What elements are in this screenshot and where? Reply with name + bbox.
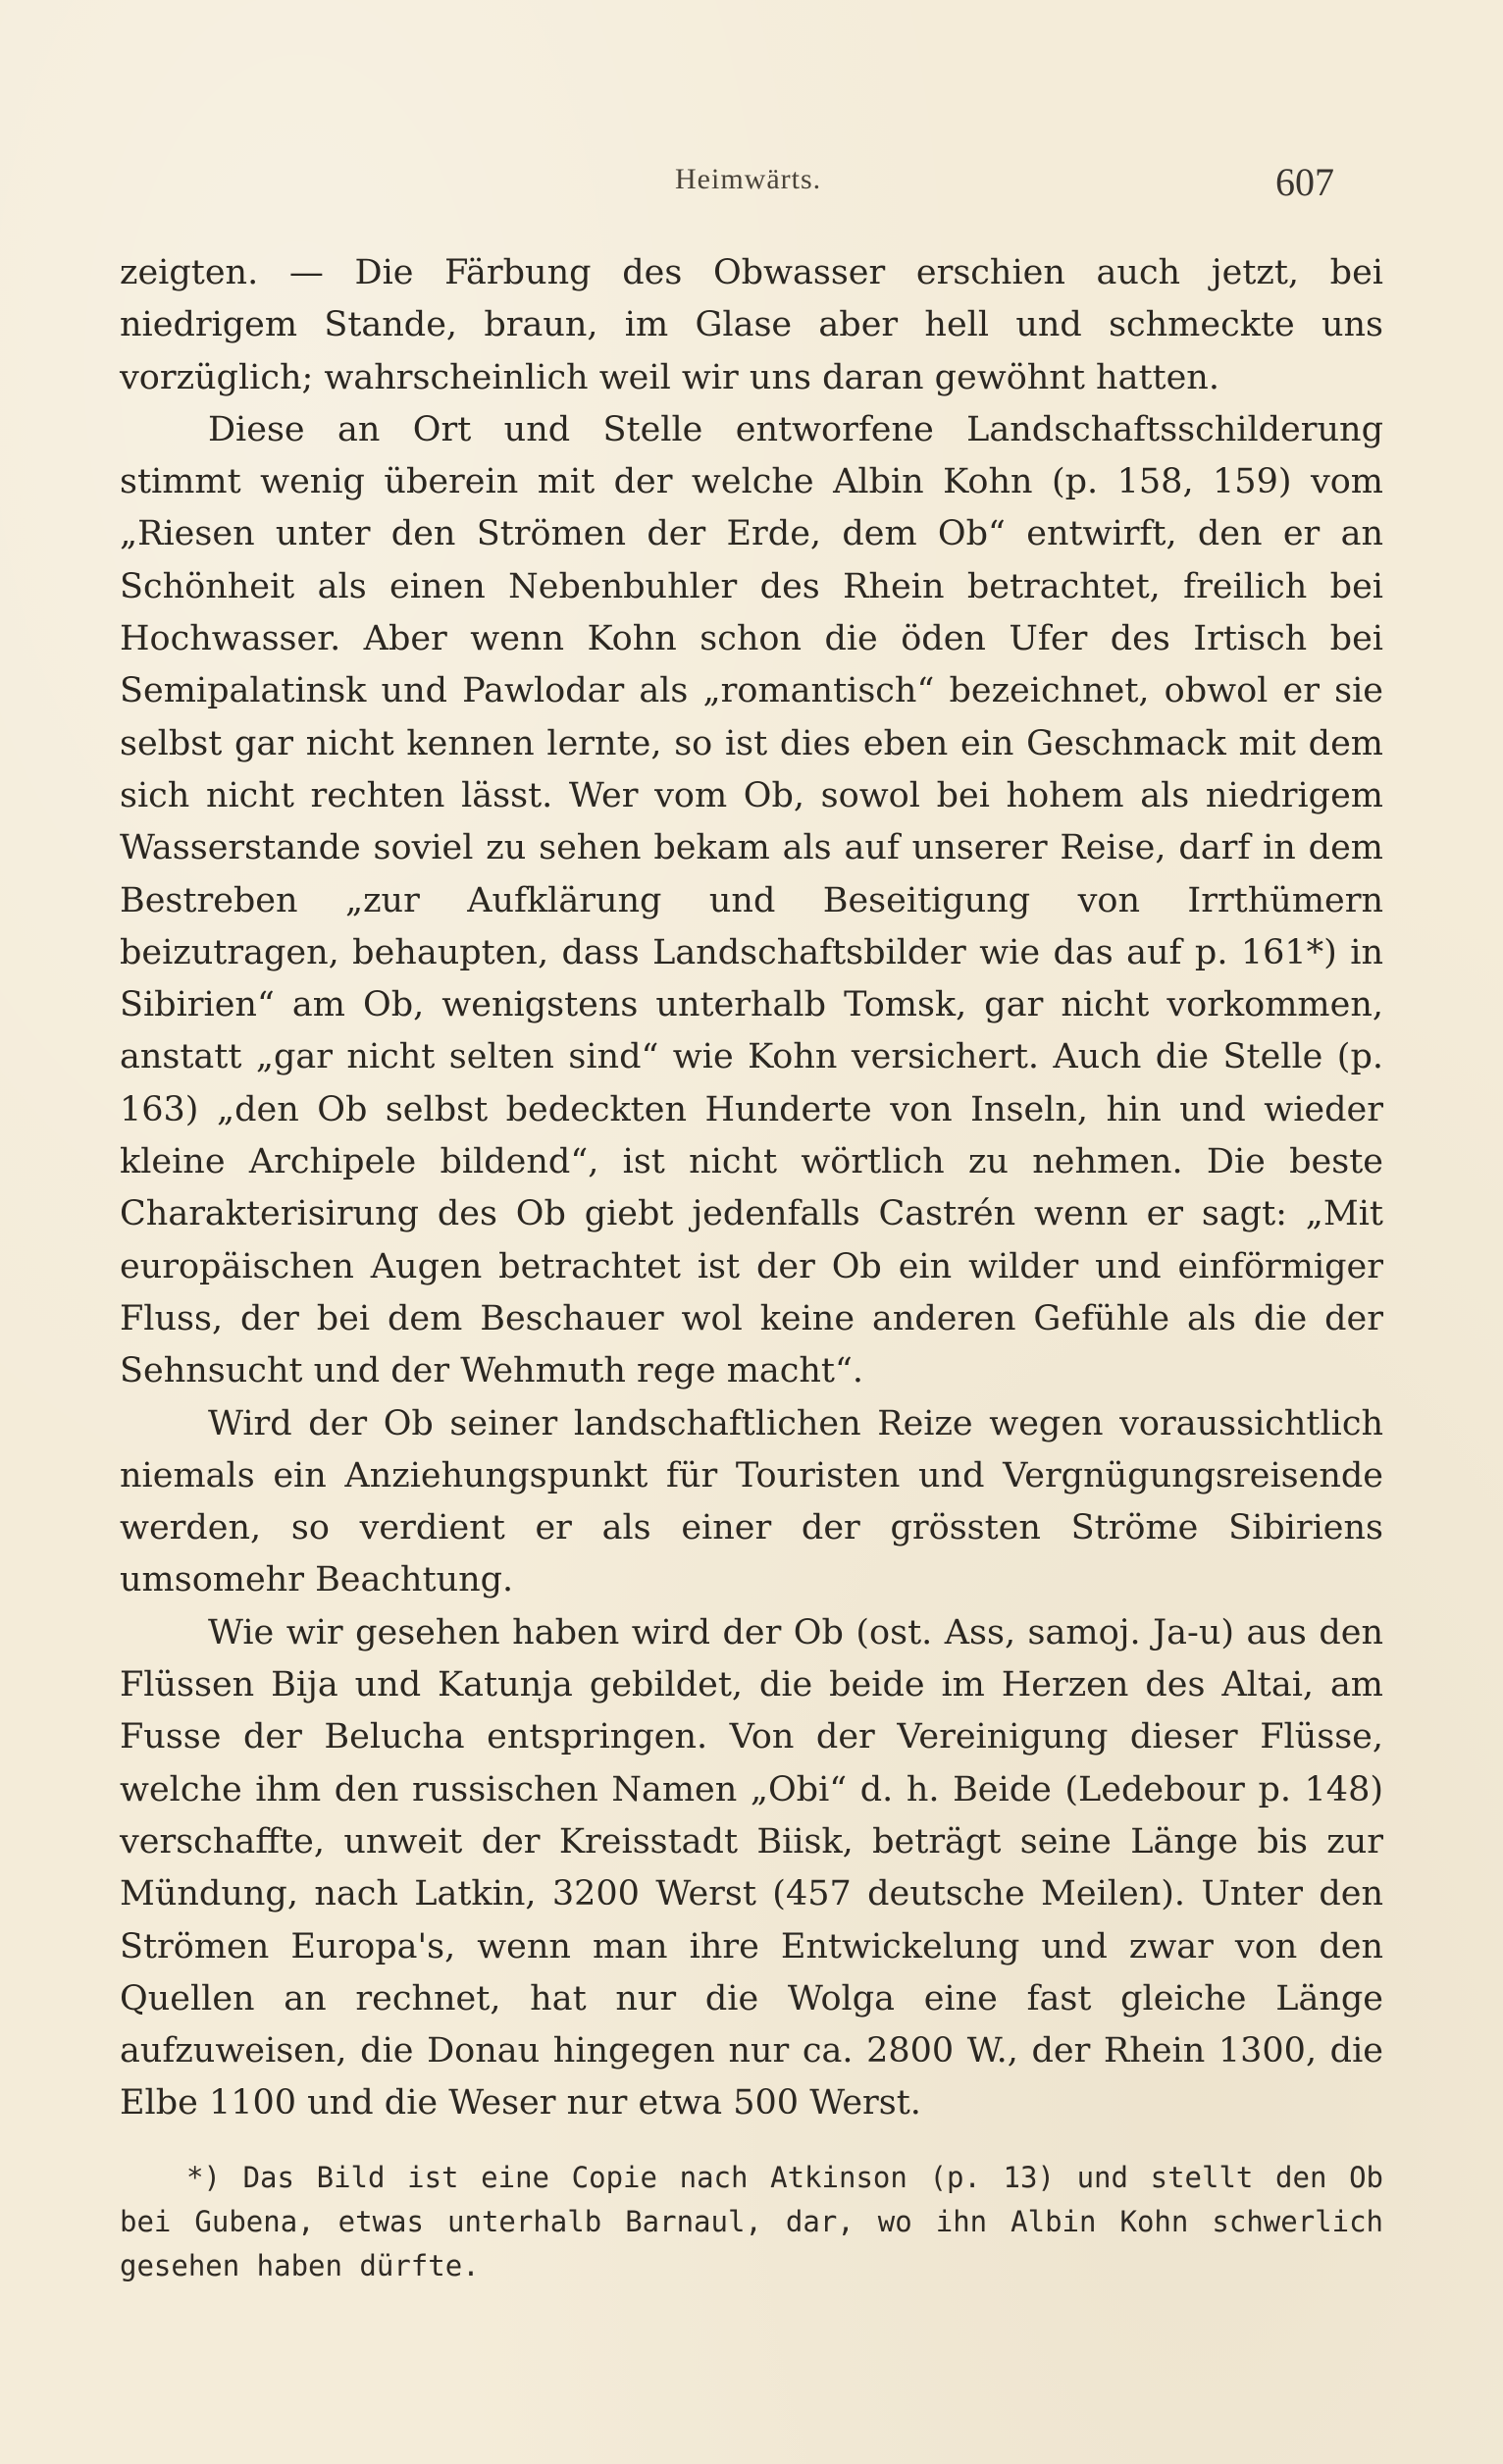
paragraph-4: Wie wir gesehen haben wird der Ob (ost. Ass, samoj. Ja-u) aus den Flüssen Bija und Katunja gebildet, die beide im Herzen des Altai, am Fusse der Belucha entspringen. Von der Vereinigung dieser Flüsse, welche ihm den russischen Namen „Obi“ d. h. Beide (Ledebour p. 148) verschaffte, unweit der Kreisstadt Biisk, beträgt seine Länge bis zur Mündung, nach Latkin, 3200 Werst (457 deutsche Meilen). Unter den Strömen Europa's, wenn man ihre Entwickelung und zwar von den Quellen an rechnet, hat nur die Wolga eine fast gleiche Länge aufzuweisen, die Donau hingegen nur ca. 2800 W., der Rhein 1300, die Elbe 1100 und die Weser nur etwa 500 Werst.	[120, 1612, 1383, 2123]
page-number: 607	[1275, 160, 1334, 204]
paragraph-2: Diese an Ort und Stelle entworfene Landschaftsschilderung stimmt wenig überein mit der welche Albin Kohn (p. 158, 159) vom „Riesen unter den Strömen der Erde, dem Ob“ entwirft, den er an Schönheit als einen Nebenbuhler des Rhein betrachtet, freilich bei Hochwasser. Aber wenn Kohn schon die öden Ufer des Irtisch bei Semipalatinsk und Pawlodar als „romantisch“ bezeichnet, obwol er sie selbst gar nicht kennen lernte, so ist dies eben ein Geschmack mit dem sich nicht rechten lässt. Wer vom Ob, sowol bei hohem als niedrigem Wasserstande soviel zu sehen bekam als auf unserer Reise, darf in dem Bestreben „zur Aufklärung und Beseitigung von Irrthümern beizutragen, behaupten, dass Landschaftsbilder wie das auf p. 161*) in Sibirien“ am Ob, wenigstens unterhalb Tomsk, gar nicht vorkommen, anstatt „gar nicht selten sind“ wie Kohn versichert. Auch die Stelle (p. 163) „den Ob selbst bedeckten Hunderte von Inseln, hin und wieder kleine Archipele bildend“, ist nicht wörtlich zu nehmen. Die beste Charakterisirung des Ob giebt jedenfalls Castrén wenn er sagt: „Mit europäischen Augen betrachtet ist der Ob ein wilder und einförmiger Fluss, der bei dem Beschauer wol keine anderen Gefühle als die der Sehnsucht und der Wehmuth rege macht“.	[120, 409, 1383, 1391]
page-header	[0, 160, 1503, 218]
footnote	[120, 2156, 1383, 2288]
footnote-text: *) Das Bild ist eine Copie nach Atkinson (p. 13) und stellt den Ob bei Gubena, etwas unterhalb Barnaul, dar, wo ihn Albin Kohn schwerlich gesehen haben dürfte.	[120, 2161, 1383, 2282]
paragraph-3: Wird der Ob seiner landschaftlichen Reize wegen voraussichtlich niemals ein Anziehungspunkt für Touristen und Vergnügungsreisende werden, so verdient er als einer der grössten Ströme Sibiriens umsomehr Beachtung.	[120, 1403, 1383, 1600]
running-title: Heimwärts.	[675, 163, 822, 195]
main-text	[120, 247, 1383, 2130]
paragraph-1: zeigten. — Die Färbung des Obwasser erschien auch jetzt, bei niedrigem Stande, braun, im Glase aber hell und schmeckte uns vorzüglich; wahrscheinlich weil wir uns daran gewöhnt hatten.	[120, 253, 1383, 397]
